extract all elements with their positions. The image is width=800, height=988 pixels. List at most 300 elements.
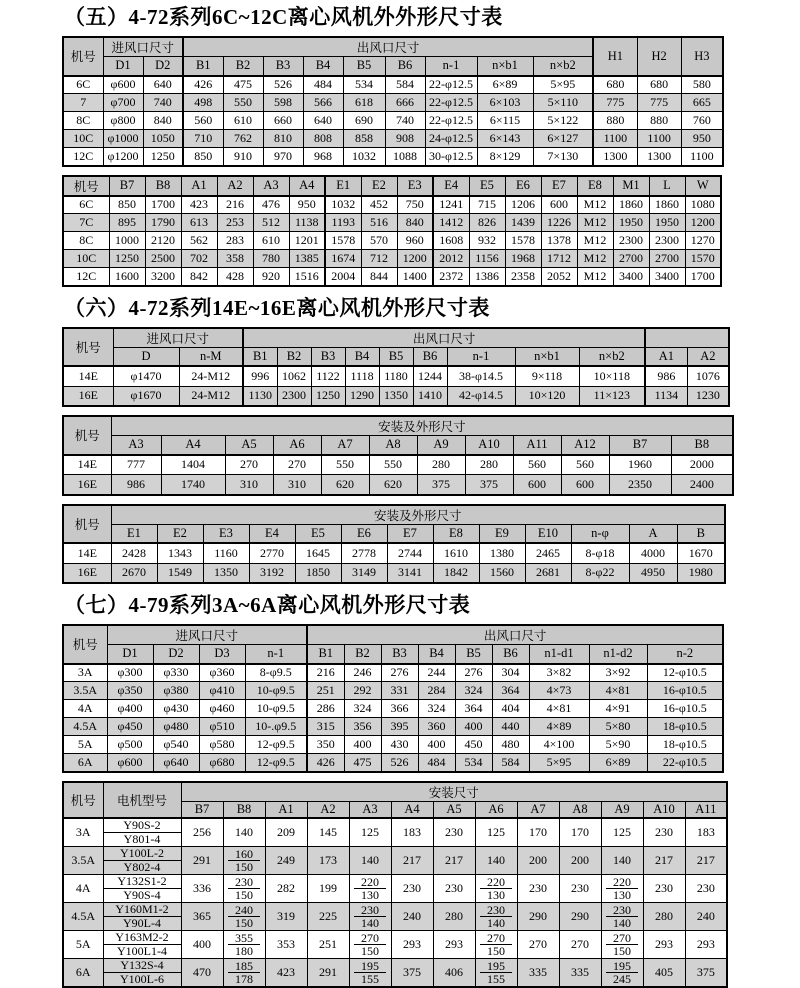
value-cell: 6×143 [477,130,533,148]
stacked-value-cell [601,875,643,903]
value-cell: 840 [143,112,183,130]
row-header-cell: 4A [63,875,103,903]
header-cell: A12 [561,436,609,455]
value-cell: 850 [109,196,145,214]
header-cell: n-1 [245,645,307,664]
header-cell: E10 [525,524,571,543]
header-cell: A9 [601,801,643,818]
row-header-cell: 3A [63,818,103,847]
header-cell: A2 [217,176,253,196]
value-cell: φ1670 [113,386,179,406]
value-cell: 1100 [637,130,681,148]
split-value: 150 [224,917,265,930]
value-cell: 620 [369,475,417,495]
header-cell [645,328,729,348]
value-cell: 1241 [433,196,469,214]
value-cell: 484 [303,76,343,94]
value-cell: 512 [253,214,289,232]
value-cell: 858 [343,130,385,148]
value-cell: 249 [265,847,307,875]
value-cell: 290 [559,903,601,931]
header-cell: n-M [179,347,243,366]
value-cell: 360 [418,718,455,736]
value-cell: 3400 [613,268,649,286]
header-cell: E9 [479,524,525,543]
value-cell: 2000 [671,455,733,475]
value-cell: 145 [307,818,349,847]
value-cell: 406 [433,959,475,988]
value-cell: 2350 [609,475,671,495]
header-cell: A11 [513,436,561,455]
value-cell: 570 [361,232,397,250]
split-value: Y132S-4 [104,959,181,973]
header-cell: E2 [361,176,397,196]
fan-14e-16e-inlet-outlet-table [62,327,730,408]
value-cell: 1860 [649,196,685,214]
row-header-cell: 14E [63,543,111,563]
header-cell: A7 [517,801,559,818]
value-cell: 1032 [325,196,361,214]
row-header-cell: 12C [63,148,103,166]
value-cell: 6×103 [477,94,533,112]
header-cell: E7 [387,524,433,543]
value-cell: 3×82 [529,664,589,682]
value-cell: 9×118 [515,366,579,386]
value-cell: 5×90 [589,736,647,754]
value-cell: 1270 [685,232,721,250]
header-cell: B7 [181,801,223,818]
header-cell: A11 [685,801,727,818]
value-cell: 1250 [311,386,345,406]
value-cell: 276 [455,664,492,682]
value-cell: 319 [265,903,307,931]
header-cell: B5 [343,57,385,76]
value-cell: 550 [223,94,263,112]
value-cell: 1076 [687,366,729,386]
value-cell: 291 [307,959,349,988]
table-row [63,847,727,875]
value-cell: 140 [349,847,391,875]
row-header-cell: 4A [63,700,107,718]
header-cell: n-2 [647,645,723,664]
value-cell: 350 [307,736,344,754]
value-cell: 6×89 [589,754,647,772]
header-cell: B7 [609,436,671,455]
row-header-cell: 10C [63,250,109,268]
value-cell: 6×127 [533,130,593,148]
value-cell: 1138 [289,214,325,232]
value-cell: 8-φ22 [571,563,629,583]
table-row [63,455,733,475]
table-row [63,818,727,847]
header-cell: 出风口尺寸 [307,625,723,645]
value-cell: 3149 [341,563,387,583]
split-value: 150 [476,945,517,958]
value-cell: 826 [469,214,505,232]
value-cell: 183 [391,818,433,847]
header-cell: A4 [391,801,433,818]
table-row [63,196,721,214]
value-cell: 600 [513,475,561,495]
table-row [63,931,727,959]
value-cell: 910 [223,148,263,166]
value-cell: 24-φ12.5 [425,130,477,148]
row-header-cell: 6A [63,959,103,988]
header-cell: B6 [413,347,447,366]
value-cell: 18-φ10.5 [647,718,723,736]
header-cell: 机号 [63,625,107,664]
value-cell: 534 [343,76,385,94]
header-cell: n-φ [571,524,629,543]
value-cell: 470 [181,959,223,988]
row-header-cell: 4.5A [63,718,107,736]
value-cell: φ360 [199,664,245,682]
value-cell: 762 [223,130,263,148]
value-cell: 1860 [613,196,649,214]
value-cell: 270 [273,455,321,475]
value-cell: 850 [183,148,223,166]
split-value: 270 [602,932,643,945]
header-cell: B2 [277,347,311,366]
motor-model-cell [103,931,181,959]
value-cell: φ330 [153,664,199,682]
row-header-cell: 6A [63,754,107,772]
section-seven-tables [62,624,800,988]
header-cell: B5 [379,347,413,366]
value-cell: 1350 [379,386,413,406]
value-cell: 1950 [613,214,649,232]
value-cell: 217 [685,847,727,875]
header-cell: E1 [111,524,157,543]
value-cell: 426 [183,76,223,94]
value-cell: 200 [559,847,601,875]
value-cell: 777 [111,455,161,475]
value-cell: 270 [517,931,559,959]
split-value: 230 [476,904,517,917]
header-cell: 安装及外形尺寸 [111,505,725,525]
value-cell: 400 [181,931,223,959]
value-cell: 280 [465,455,513,475]
motor-model-cell [103,959,181,988]
value-cell: 335 [559,959,601,988]
value-cell: 335 [517,959,559,988]
value-cell: 253 [217,214,253,232]
value-cell: 1118 [345,366,379,386]
header-cell: 机号 [63,37,103,76]
value-cell: 16-φ10.5 [647,700,723,718]
fan-6c-12c-mounting-table [62,175,722,287]
value-cell: 550 [369,455,417,475]
value-cell: 366 [381,700,418,718]
table-row [63,214,721,232]
split-value: Y801-4 [104,833,181,846]
stacked-value-cell [349,903,391,931]
split-value: 240 [224,904,265,917]
value-cell: M12 [577,196,613,214]
header-cell: B4 [345,347,379,366]
row-header-cell: 12C [63,268,109,286]
value-cell: 2012 [433,250,469,268]
header-cell: 机号 [63,782,103,819]
value-cell: 125 [349,818,391,847]
stacked-value-cell [223,847,265,875]
value-cell: 475 [223,76,263,94]
value-cell: 2120 [145,232,181,250]
value-cell: 1578 [325,232,361,250]
header-cell: B2 [344,645,381,664]
value-cell: 42-φ14.5 [447,386,515,406]
value-cell: 1412 [433,214,469,232]
value-cell: 404 [492,700,529,718]
row-header-cell: 5A [63,931,103,959]
split-value: 220 [350,876,391,889]
value-cell: 400 [344,736,381,754]
row-header-cell: 10C [63,130,103,148]
stacked-value-cell [223,959,265,988]
split-value: Y100L-2 [104,847,181,861]
split-value: 150 [602,945,643,958]
header-cell: B3 [381,645,418,664]
value-cell: 3200 [145,268,181,286]
value-cell: 613 [181,214,217,232]
header-cell: A5 [433,801,475,818]
stacked-value-cell [475,875,517,903]
value-cell: 2670 [111,563,157,583]
header-cell: A3 [111,436,161,455]
value-cell: 2744 [387,543,433,563]
value-cell: 293 [433,931,475,959]
value-cell: 24-M12 [179,386,243,406]
value-cell: 324 [455,682,492,700]
value-cell: 293 [685,931,727,959]
value-cell: 842 [181,268,217,286]
split-value: 220 [476,876,517,889]
header-cell: 进风口尺寸 [113,328,243,348]
header-cell: n×b1 [477,57,533,76]
value-cell: 240 [685,903,727,931]
split-value: 230 [350,904,391,917]
value-cell: 286 [307,700,344,718]
table-row [63,664,723,682]
header-cell: E3 [203,524,249,543]
value-cell: 1122 [311,366,345,386]
split-value: 150 [224,889,265,902]
value-cell: 324 [344,700,381,718]
value-cell: 476 [253,196,289,214]
value-cell: 426 [307,754,344,772]
value-cell: 600 [561,475,609,495]
value-cell: 8-φ18 [571,543,629,563]
value-cell: φ640 [153,754,199,772]
value-cell: 1600 [109,268,145,286]
value-cell: 251 [307,931,349,959]
header-cell: H2 [637,37,681,76]
value-cell: 230 [643,875,685,903]
header-cell: B4 [303,57,343,76]
header-cell: E2 [157,524,203,543]
value-cell: 4×81 [589,682,647,700]
stacked-value-cell [601,931,643,959]
value-cell: 498 [183,94,223,112]
split-value: 355 [224,932,265,945]
value-cell: 1050 [143,130,183,148]
split-value: 270 [350,932,391,945]
value-cell: 251 [307,682,344,700]
value-cell: 610 [253,232,289,250]
header-cell: E3 [397,176,433,196]
value-cell: 38-φ14.5 [447,366,515,386]
stacked-value-cell [223,875,265,903]
row-header-cell: 3A [63,664,107,682]
table-row [63,718,723,736]
header-cell: A2 [307,801,349,818]
header-cell: B7 [109,176,145,196]
stacked-value-cell [223,903,265,931]
table-row [63,250,721,268]
stacked-value-cell [223,931,265,959]
value-cell: 283 [217,232,253,250]
header-cell: n1-d1 [529,645,589,664]
table-row [63,903,727,931]
value-cell: 1740 [161,475,225,495]
fan-3a-6a-inlet-outlet-table [62,624,724,773]
value-cell: 1400 [397,268,433,286]
row-header-cell: 16E [63,386,113,406]
value-cell: φ460 [199,700,245,718]
value-cell: 280 [433,903,475,931]
value-cell: 290 [517,903,559,931]
value-cell: 310 [225,475,273,495]
value-cell: 22-φ10.5 [647,754,723,772]
header-cell: B8 [145,176,181,196]
row-header-cell: 8C [63,232,109,250]
value-cell: 560 [561,455,609,475]
value-cell: 584 [385,76,425,94]
value-cell: 4×89 [529,718,589,736]
value-cell: 375 [685,959,727,988]
header-cell: W [685,176,721,196]
split-value: 150 [350,945,391,958]
header-cell: 电机型号 [103,782,181,819]
split-value: 230 [224,876,265,889]
value-cell: 712 [361,250,397,268]
header-cell: A6 [273,436,321,455]
section-seven-title: （七）4-79系列3A~6A离心风机外形尺寸表 [64,592,800,618]
header-cell: n-1 [425,57,477,76]
stacked-value-cell [349,875,391,903]
header-cell: B6 [492,645,529,664]
value-cell: 740 [143,94,183,112]
header-cell: 安装尺寸 [181,782,727,802]
header-cell: D2 [153,645,199,664]
header-cell: A10 [465,436,513,455]
split-value: Y160M1-2 [104,903,181,917]
header-cell: B4 [418,645,455,664]
value-cell: 291 [181,847,223,875]
stacked-value-cell [601,903,643,931]
value-cell: 1100 [593,130,637,148]
value-cell: 1300 [593,148,637,166]
value-cell: φ580 [199,736,245,754]
value-cell: 2500 [145,250,181,268]
value-cell: 680 [593,76,637,94]
header-cell: B5 [455,645,492,664]
value-cell: 1712 [541,250,577,268]
value-cell: 3141 [387,563,433,583]
value-cell: 358 [217,250,253,268]
value-cell: 618 [343,94,385,112]
table-row [63,366,729,386]
row-header-cell: 3.5A [63,682,107,700]
value-cell: 1200 [685,214,721,232]
split-value: 140 [602,917,643,930]
value-cell: 3×92 [589,664,647,682]
motor-model-cell [103,875,181,903]
value-cell: 2770 [249,543,295,563]
value-cell: 4×73 [529,682,589,700]
value-cell: 7×130 [533,148,593,166]
value-cell: 200 [517,847,559,875]
value-cell: 562 [181,232,217,250]
value-cell: 216 [307,664,344,682]
table-row [63,232,721,250]
split-value: Y100L1-4 [104,945,181,958]
value-cell: 3192 [249,563,295,583]
value-cell: M12 [577,232,613,250]
value-cell: 12-φ9.5 [245,736,307,754]
value-cell: 950 [681,130,723,148]
value-cell: 395 [381,718,418,736]
value-cell: 10×120 [515,386,579,406]
value-cell: 920 [253,268,289,286]
value-cell: 375 [391,959,433,988]
value-cell: 284 [418,682,455,700]
value-cell: 1130 [243,386,277,406]
value-cell: 225 [307,903,349,931]
value-cell: 1156 [469,250,505,268]
table-row [63,386,729,406]
row-header-cell: 6C [63,76,103,94]
value-cell: φ350 [107,682,153,700]
value-cell: 660 [263,112,303,130]
split-value: 160 [224,848,265,861]
value-cell: 230 [433,875,475,903]
value-cell: 304 [492,664,529,682]
value-cell: 1439 [505,214,541,232]
value-cell: 18-φ10.5 [647,736,723,754]
value-cell: 1180 [379,366,413,386]
split-value: Y802-4 [104,861,181,874]
row-header-cell: 16E [63,475,111,495]
header-cell: A8 [559,801,601,818]
value-cell: 140 [601,847,643,875]
header-cell: 出风口尺寸 [183,37,593,57]
split-value: 140 [476,917,517,930]
header-cell: A6 [475,801,517,818]
value-cell: 1244 [413,366,447,386]
section-five-title: （五）4-72系列6C~12C离心风机外外形尺寸表 [64,4,800,30]
header-cell: A1 [265,801,307,818]
table-row [63,754,723,772]
header-cell: 机号 [63,505,111,544]
value-cell: 1300 [637,148,681,166]
value-cell: 566 [303,94,343,112]
value-cell: 480 [492,736,529,754]
value-cell: 986 [645,366,687,386]
value-cell: 1250 [143,148,183,166]
value-cell: 1578 [505,232,541,250]
fan-14e-16e-mounting-table-e [62,504,726,585]
